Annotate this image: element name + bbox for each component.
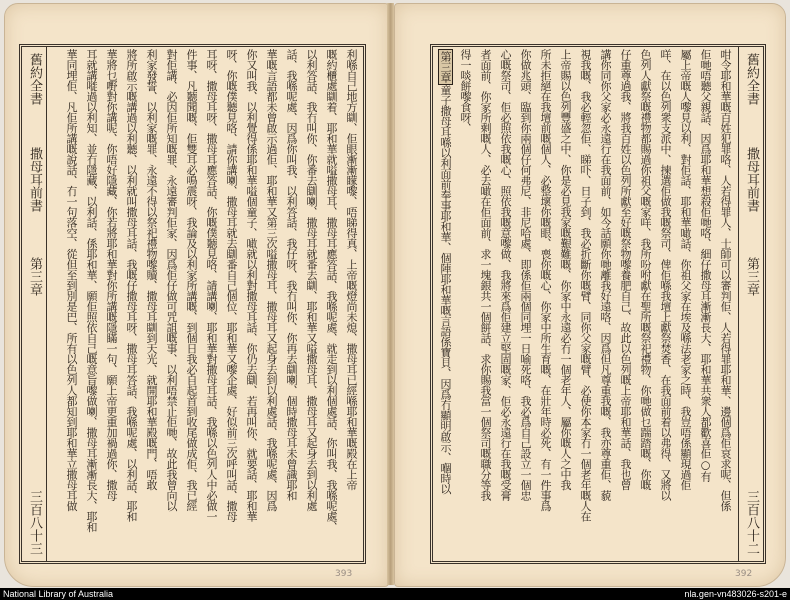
- text-column: 呀、你嘅僕聽見咯、請你講喇、撒母耳就去瞓番自己個位、耶和華又嚟企處、好似前三次呼叫話、撒母: [225, 49, 238, 522]
- text-column: 講你同你父家必永遠行在我面前、如今話願你哋離我好遠咯、因爲但凡尊重我嘅、我亦尊重佢、藐: [599, 49, 612, 501]
- header-section: 撒母耳前書: [744, 147, 759, 212]
- text-column: 件事、凡聽聞嘅、佢雙耳必鳴震呀、我論及以利家所講嘅、到個日我必自起首到收尾做成佢、我已經: [185, 49, 198, 511]
- text-column: 色列人獻祭嘅禮物都賜過你祖父嘅家咩、我所吩咐獻在聖所嘅祭祀禮物、你哋做乜踹踏嘅、你嘅: [639, 49, 652, 490]
- header-book: 舊約全書: [744, 53, 759, 105]
- text-column: 嘅約櫃處瞓着、耶和華就嗌撒母耳、撒母耳應答話、我喺呢處、就走到以利個處話、你叫我、我喺呢處、: [325, 49, 338, 532]
- page-number: 三百八十二: [744, 490, 759, 555]
- text-column: 利家發誓、以利家嘅罪、永遠不得以祭祀禮物嚟贖、撒母耳瞓到天光、就開耶和華殿嘅門、唔敢: [145, 49, 158, 490]
- text-column: 耳呀、撒母耳呀、撒母耳應答話、你嘅僕聽見咯、請講喇、耶和華對撒母耳話、我喺以色列人中必做一: [205, 49, 218, 522]
- text-column: 對佢講、必因佢所知嘅罪、永遠審判佢家、因爲佢仔做可咒詛嘅事、以利唔禁止佢哋、故此我曾向以: [165, 49, 178, 511]
- text-column: 佢哋唔聽父親話、因爲耶和華想殺佢哋咯、細仔撒母耳漸漸長大、耶和華共衆人都歡喜佢○有: [699, 49, 712, 482]
- text-column: 咁令耶和華嘅百姓犯罪咯、人若得罪人、士師可以審判佢、人若得罪耶和華、邊個爲佢哀求呢、但係: [719, 49, 732, 511]
- chapter-start-text: 童子撒母耳喺以利面前奉事耶和華、個陣耶和華嘅言語係寶貝、因爲冇顯明啟示、嗰時以: [439, 84, 452, 494]
- text-column: 華將乜嘢對你講呢、你唔好隱藏、你若將耶和華對你所講嘅隱瞞一句、願上帝更重加禍過你、撒母: [105, 49, 118, 501]
- running-header: [22, 47, 47, 561]
- page-number: 三百八十三: [27, 490, 42, 555]
- text-column: 屬上帝嘅人嚟見以利、對佢話、耶和華噉話、你祖父家在埃及喺法老家之時、我豈唔係顯現過佢: [679, 49, 692, 490]
- right-page: [394, 3, 786, 587]
- footer-identifier: nla.gen-vn483026-s201-e: [684, 589, 787, 599]
- text-column: 所未拒絕在我壇前嘅個人、必整壞你嘅眼、喪你嘅心、你家中所生育嘅、在壯年時必死、有一件事爲: [539, 49, 552, 511]
- text-column: 以利答話、我冇叫你、你番去瞓喇、撒母耳就番去瞓、耶和華又嗌撒母耳、撒母耳又起身去到以利處: [305, 49, 318, 511]
- text-column: 將所啟示嘅講過以利聽、以利就叫撒母耳話、我嘅仔撒母耳呀、撒母耳答話、我喺呢處、以利話、耶和: [125, 49, 138, 522]
- text-column: 視我嘅、我必輕忽佢、睇吓、日子到、我必折斷你嘅臂、同你父家嘅臂、必使你本家冇一個老年嘅人在: [579, 49, 592, 522]
- text-column: 得一啖餅嚟食呀、: [459, 49, 472, 133]
- text-column: 耳就講嘥過以利知、並冇隱藏、以利話、係耶和華、願佢照依自己嘅意旨嚟做喇、撒母耳漸漸長大、耶和: [85, 49, 98, 532]
- pencil-page-number: 392: [735, 569, 753, 579]
- text-column: 上帝賜以色列豐盛之中、你是必見我家嘅艱難嘅、你家中永遠必冇一個老年人、屬你嘅人之中我: [559, 49, 572, 490]
- text-frame: [430, 44, 766, 564]
- text-column: 者面前、你家所剩嘅人、必去噉在佢面前、求一塊銀共一個餅話、求你賜我當一個祭司嘅職分等我: [479, 49, 492, 501]
- header-book: 舊約全書: [27, 53, 42, 105]
- text-column: 你又叫我、以利覺得係耶和華嗌個童子、噉就以利對撒母耳話、你仍去瞓、若再叫你、就要話、耶和華: [245, 49, 258, 522]
- text-column: 你做兆頭、臨到你兩個仔何弗尼、非尼哈處、即係佢兩個同埋一日喻死咯、我必爲自己設立一個忠: [519, 49, 532, 501]
- body-text: [435, 49, 735, 559]
- chapter-marker: 第三章: [439, 51, 452, 83]
- footer-bar: [0, 588, 790, 600]
- text-column: 心嘅祭司、佢必照依我嘅心、照依我嘅意嚟做、我將來爲佢建立堅固嘅家、佢必永遠行在我嘅受膏: [499, 49, 512, 501]
- running-header: [738, 47, 763, 561]
- text-column: 仔重尊過我、將我百姓以色列所獻至好嘅祭物嚟養肥自己、故此以色列嘅上帝耶和華話、我也曾: [619, 49, 632, 490]
- body-text: [50, 49, 361, 559]
- header-chapter: 第三章: [27, 257, 42, 296]
- text-column: [435, 49, 455, 559]
- text-column: 咩、在以色列衆支派中、揀選佢做我嘅祭司、俾佢喺我壇上獻祭焚香、在我面前着以弗得、又將以: [659, 49, 672, 501]
- text-column: 華同埋佢、凡佢所講嘅說話、冇一句落空、從但至到別是巴、所有以色列人都知到耶和華立撒母耳做: [65, 49, 78, 511]
- text-column: 華嘅言語都未曾啟示過佢、耶和華又第三次嗌撒母耳、撒母耳又起身去到以利處話、我喺呢處、因爲: [265, 49, 278, 511]
- text-frame: [19, 44, 366, 564]
- book-gutter: [387, 3, 394, 585]
- left-page: [4, 3, 389, 587]
- footer-source: National Library of Australia: [3, 589, 114, 599]
- text-column: 利喺自己地方瞓、佢眼漸漸矇嚟、唔睇得真、上帝嘅燈尚未熄、撒母耳已經喺耶和華嘅殿在上帝: [345, 49, 358, 490]
- header-chapter: 第三章: [744, 257, 759, 296]
- pencil-page-number: 393: [335, 569, 353, 579]
- header-section: 撒母耳前書: [27, 147, 42, 212]
- text-column: 話、我喺呢處、因爲你叫我、以利答話、我仔呀、我冇叫你、你再去瞓喇、個時撒母耳未曾識耶和: [285, 49, 298, 501]
